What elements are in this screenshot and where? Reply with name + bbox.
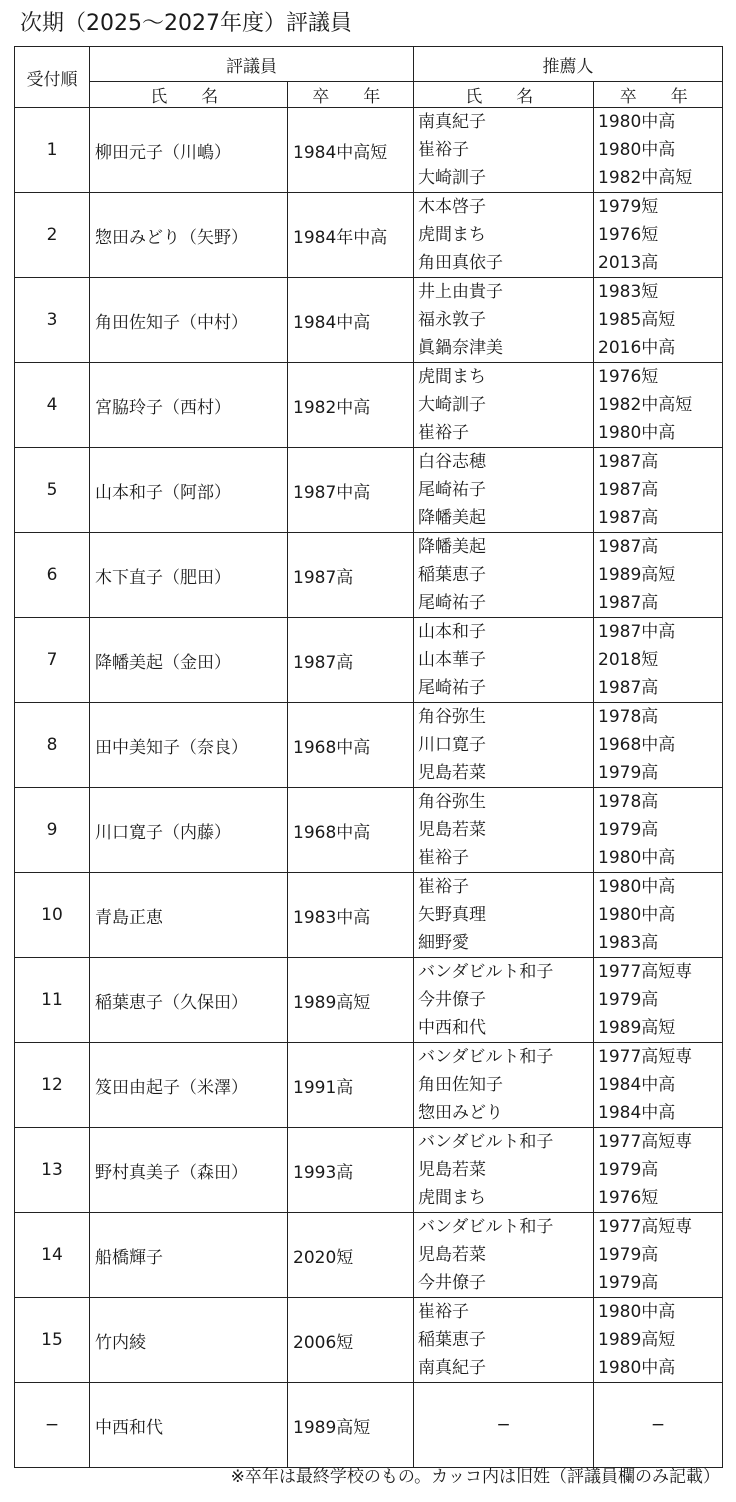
- recommender-year-header: 卒 年: [594, 82, 723, 108]
- recommender-header: 推薦人: [414, 47, 723, 82]
- recommender-year: 1987高: [598, 678, 659, 698]
- recommender-name: 角田真依子: [418, 253, 503, 273]
- recommender-name: 惣田みどり: [418, 1103, 503, 1123]
- recommender-year: 1987高: [598, 593, 659, 613]
- councilor-year-cell: 1982中高: [288, 363, 414, 448]
- councilor-name-cell: 宮脇玲子（西村）: [90, 363, 288, 448]
- table-row: [15, 108, 723, 193]
- recommender-name: 山本和子: [418, 622, 486, 642]
- recommender-years-cell: [594, 533, 723, 618]
- recommender-name: 南真紀子: [418, 112, 486, 132]
- recommender-years-cell: −: [594, 1383, 723, 1468]
- recommender-year: 1987高: [598, 537, 659, 557]
- councilor-name-cell: 山本和子（阿部）: [90, 448, 288, 533]
- recommender-names-cell: [414, 448, 594, 533]
- recommender-year: 1989高短: [598, 1330, 676, 1350]
- order-cell: 13: [15, 1128, 90, 1213]
- recommender-year: 1978高: [598, 792, 659, 812]
- order-cell: 12: [15, 1043, 90, 1128]
- table-row: [15, 788, 723, 873]
- recommender-years-cell: [594, 448, 723, 533]
- councilor-year-cell: 1987高: [288, 618, 414, 703]
- councilor-year-cell: 1991高: [288, 1043, 414, 1128]
- councilor-year-cell: 1984中高短: [288, 108, 414, 193]
- recommender-name: 細野愛: [418, 933, 469, 953]
- recommender-year: 1980中高: [598, 877, 676, 897]
- order-cell: 7: [15, 618, 90, 703]
- recommender-names-cell: [414, 958, 594, 1043]
- recommender-name: 降幡美起: [418, 537, 486, 557]
- recommender-year: 1987中高: [598, 622, 676, 642]
- order-cell: 2: [15, 193, 90, 278]
- recommender-year: 1976短: [598, 1188, 659, 1208]
- recommender-name: 南真紀子: [418, 1358, 486, 1378]
- order-cell: 6: [15, 533, 90, 618]
- recommender-year: 1976短: [598, 225, 659, 245]
- recommender-name: 今井僚子: [418, 990, 486, 1010]
- recommender-years-cell: [594, 278, 723, 363]
- recommender-year: 1982中高短: [598, 168, 693, 188]
- order-cell: 8: [15, 703, 90, 788]
- recommender-name: 白谷志穂: [418, 452, 486, 472]
- recommender-years-cell: [594, 1128, 723, 1213]
- recommender-year: 1987高: [598, 508, 659, 528]
- recommender-name: 角谷弥生: [418, 792, 486, 812]
- recommender-years-cell: [594, 1298, 723, 1383]
- footnote: ※卒年は最終学校のもの。カッコ内は旧姓（評議員欄のみ記載）: [230, 1467, 720, 1487]
- table-row: [15, 363, 723, 448]
- table-row: [15, 1128, 723, 1213]
- table-row: [15, 533, 723, 618]
- councilor-name-cell: 野村真美子（森田）: [90, 1128, 288, 1213]
- councilor-name-cell: 川口寛子（内藤）: [90, 788, 288, 873]
- councilor-year-cell: 1968中高: [288, 703, 414, 788]
- header-row: [15, 47, 723, 82]
- councilor-year-cell: 1968中高: [288, 788, 414, 873]
- recommender-names-cell: [414, 618, 594, 703]
- recommender-year: 1983高: [598, 933, 659, 953]
- recommender-name: 大崎訓子: [418, 395, 486, 415]
- recommender-name: 角田佐知子: [418, 1075, 503, 1095]
- recommender-name: 虎間まち: [418, 225, 486, 245]
- councilor-year-cell: 1989高短: [288, 958, 414, 1043]
- recommender-year: 1989高短: [598, 1018, 676, 1038]
- recommender-name: 崔裕子: [418, 877, 469, 897]
- recommender-names-cell: [414, 533, 594, 618]
- recommender-year: 1984中高: [598, 1103, 676, 1123]
- recommender-name: 角谷弥生: [418, 707, 486, 727]
- recommender-name: バンダビルト和子: [418, 1132, 554, 1152]
- recommender-year: 1980中高: [598, 905, 676, 925]
- order-cell: 10: [15, 873, 90, 958]
- councilor-year-cell: 2020短: [288, 1213, 414, 1298]
- table-row: [15, 448, 723, 533]
- recommender-name: 崔裕子: [418, 140, 469, 160]
- recommender-name: 尾崎祐子: [418, 678, 486, 698]
- recommender-year: 1979高: [598, 763, 659, 783]
- recommender-years-cell: [594, 703, 723, 788]
- recommender-year: 1980中高: [598, 112, 676, 132]
- recommender-names-cell: [414, 1213, 594, 1298]
- recommender-name: バンダビルト和子: [418, 1047, 554, 1067]
- recommender-year: 1979高: [598, 820, 659, 840]
- councilor-name-cell: 惣田みどり（矢野）: [90, 193, 288, 278]
- recommender-year: 1977高短専: [598, 962, 693, 982]
- councilor-name-cell: 稲葉恵子（久保田）: [90, 958, 288, 1043]
- recommender-year: 2016中高: [598, 338, 676, 358]
- table-row: [15, 1383, 723, 1468]
- recommender-name: バンダビルト和子: [418, 1217, 554, 1237]
- councilor-name-cell: 角田佐知子（中村）: [90, 278, 288, 363]
- recommender-years-cell: [594, 788, 723, 873]
- recommender-names-cell: [414, 1043, 594, 1128]
- recommender-years-cell: [594, 193, 723, 278]
- table-row: [15, 703, 723, 788]
- recommender-name: 山本華子: [418, 650, 486, 670]
- recommender-name: 今井僚子: [418, 1273, 486, 1293]
- recommender-names-cell: [414, 873, 594, 958]
- recommender-name: 稲葉恵子: [418, 1330, 486, 1350]
- councilor-name-cell: 笈田由起子（米澤）: [90, 1043, 288, 1128]
- recommender-years-cell: [594, 363, 723, 448]
- table-row: [15, 618, 723, 703]
- recommender-name: 福永敦子: [418, 310, 486, 330]
- recommender-name: 崔裕子: [418, 1302, 469, 1322]
- recommender-name: 児島若菜: [418, 1160, 486, 1180]
- recommender-names-cell: [414, 363, 594, 448]
- table-row: [15, 873, 723, 958]
- table-row: [15, 958, 723, 1043]
- recommender-name: 尾崎祐子: [418, 593, 486, 613]
- table-row: [15, 193, 723, 278]
- councilor-header: 評議員: [90, 47, 414, 82]
- recommender-year: 1980中高: [598, 1358, 676, 1378]
- recommender-year: 1980中高: [598, 140, 676, 160]
- recommender-year: 1976短: [598, 367, 659, 387]
- recommender-year: 1978高: [598, 707, 659, 727]
- recommender-names-cell: [414, 278, 594, 363]
- recommender-year: 2018短: [598, 650, 659, 670]
- recommender-year: 1983短: [598, 282, 659, 302]
- recommender-name: 矢野真理: [418, 905, 486, 925]
- recommender-name: 眞鍋奈津美: [418, 338, 503, 358]
- recommender-year: 1979高: [598, 990, 659, 1010]
- councilor-year-cell: 1984年中高: [288, 193, 414, 278]
- recommender-year: 1987高: [598, 452, 659, 472]
- order-cell: 9: [15, 788, 90, 873]
- page-title: 次期（2025〜2027年度）評議員: [20, 11, 352, 36]
- recommender-name: 稲葉恵子: [418, 565, 486, 585]
- recommender-years-cell: [594, 1213, 723, 1298]
- recommender-year: 1980中高: [598, 423, 676, 443]
- recommender-name: 虎間まち: [418, 1188, 486, 1208]
- recommender-names-cell: [414, 108, 594, 193]
- recommender-year: 1980中高: [598, 848, 676, 868]
- councilor-year-cell: 1989高短: [288, 1383, 414, 1468]
- councilor-year-cell: 1983中高: [288, 873, 414, 958]
- order-cell: 15: [15, 1298, 90, 1383]
- recommender-name: 木本啓子: [418, 197, 486, 217]
- recommender-year: 1987高: [598, 480, 659, 500]
- recommender-names-cell: [414, 703, 594, 788]
- recommender-year: 1977高短専: [598, 1047, 693, 1067]
- councilor-year-cell: 1987高: [288, 533, 414, 618]
- recommender-year: 1968中高: [598, 735, 676, 755]
- recommender-name: 崔裕子: [418, 423, 469, 443]
- order-cell: 4: [15, 363, 90, 448]
- table-row: [15, 1298, 723, 1383]
- recommender-year: 1979短: [598, 197, 659, 217]
- councilor-name-cell: 木下直子（肥田）: [90, 533, 288, 618]
- councilor-year-cell: 1993高: [288, 1128, 414, 1213]
- recommender-year: 1982中高短: [598, 395, 693, 415]
- councilor-name-cell: 降幡美起（金田）: [90, 618, 288, 703]
- recommender-name-header: 氏 名: [414, 82, 594, 108]
- recommender-year: 1979高: [598, 1245, 659, 1265]
- recommender-year: 1984中高: [598, 1075, 676, 1095]
- councilor-year-cell: 1984中高: [288, 278, 414, 363]
- recommender-year: 1989高短: [598, 565, 676, 585]
- recommender-names-cell: [414, 1298, 594, 1383]
- recommender-year: 1977高短専: [598, 1132, 693, 1152]
- recommender-name: 川口寛子: [418, 735, 486, 755]
- councilor-name-cell: 中西和代: [90, 1383, 288, 1468]
- recommender-year: 1985高短: [598, 310, 676, 330]
- recommender-name: 井上由貴子: [418, 282, 503, 302]
- councilor-name-cell: 柳田元子（川嶋）: [90, 108, 288, 193]
- recommender-name: 尾崎祐子: [418, 480, 486, 500]
- subheader-row: [15, 82, 723, 108]
- recommender-name: 降幡美起: [418, 508, 486, 528]
- councilor-table: [14, 46, 723, 1468]
- recommender-year: 2013高: [598, 253, 659, 273]
- recommender-year: 1979高: [598, 1160, 659, 1180]
- recommender-names-cell: [414, 193, 594, 278]
- recommender-names-cell: [414, 1128, 594, 1213]
- recommender-names-cell: [414, 788, 594, 873]
- councilor-year-cell: 1987中高: [288, 448, 414, 533]
- recommender-name: バンダビルト和子: [418, 962, 554, 982]
- recommender-names-cell: −: [414, 1383, 594, 1468]
- order-cell: −: [15, 1383, 90, 1468]
- recommender-name: 児島若菜: [418, 820, 486, 840]
- recommender-name: 崔裕子: [418, 848, 469, 868]
- councilor-name-cell: 青島正恵: [90, 873, 288, 958]
- recommender-years-cell: [594, 618, 723, 703]
- councilor-year-cell: 2006短: [288, 1298, 414, 1383]
- recommender-name: 児島若菜: [418, 763, 486, 783]
- recommender-years-cell: [594, 1043, 723, 1128]
- recommender-name: 児島若菜: [418, 1245, 486, 1265]
- recommender-name: 大崎訓子: [418, 168, 486, 188]
- recommender-years-cell: [594, 873, 723, 958]
- councilor-name-cell: 船橋輝子: [90, 1213, 288, 1298]
- councilor-name-header: 氏 名: [90, 82, 288, 108]
- recommender-name: 中西和代: [418, 1018, 486, 1038]
- recommender-years-cell: [594, 958, 723, 1043]
- recommender-year: 1979高: [598, 1273, 659, 1293]
- table-row: [15, 1043, 723, 1128]
- order-header: 受付順: [15, 47, 90, 108]
- councilor-name-cell: 竹内綾: [90, 1298, 288, 1383]
- table-row: [15, 278, 723, 363]
- table-row: [15, 1213, 723, 1298]
- order-cell: 1: [15, 108, 90, 193]
- recommender-name: 虎間まち: [418, 367, 486, 387]
- order-cell: 14: [15, 1213, 90, 1298]
- recommender-year: 1977高短専: [598, 1217, 693, 1237]
- councilor-year-header: 卒 年: [288, 82, 414, 108]
- councilor-name-cell: 田中美知子（奈良）: [90, 703, 288, 788]
- order-cell: 5: [15, 448, 90, 533]
- order-cell: 11: [15, 958, 90, 1043]
- order-cell: 3: [15, 278, 90, 363]
- recommender-years-cell: [594, 108, 723, 193]
- recommender-year: 1980中高: [598, 1302, 676, 1322]
